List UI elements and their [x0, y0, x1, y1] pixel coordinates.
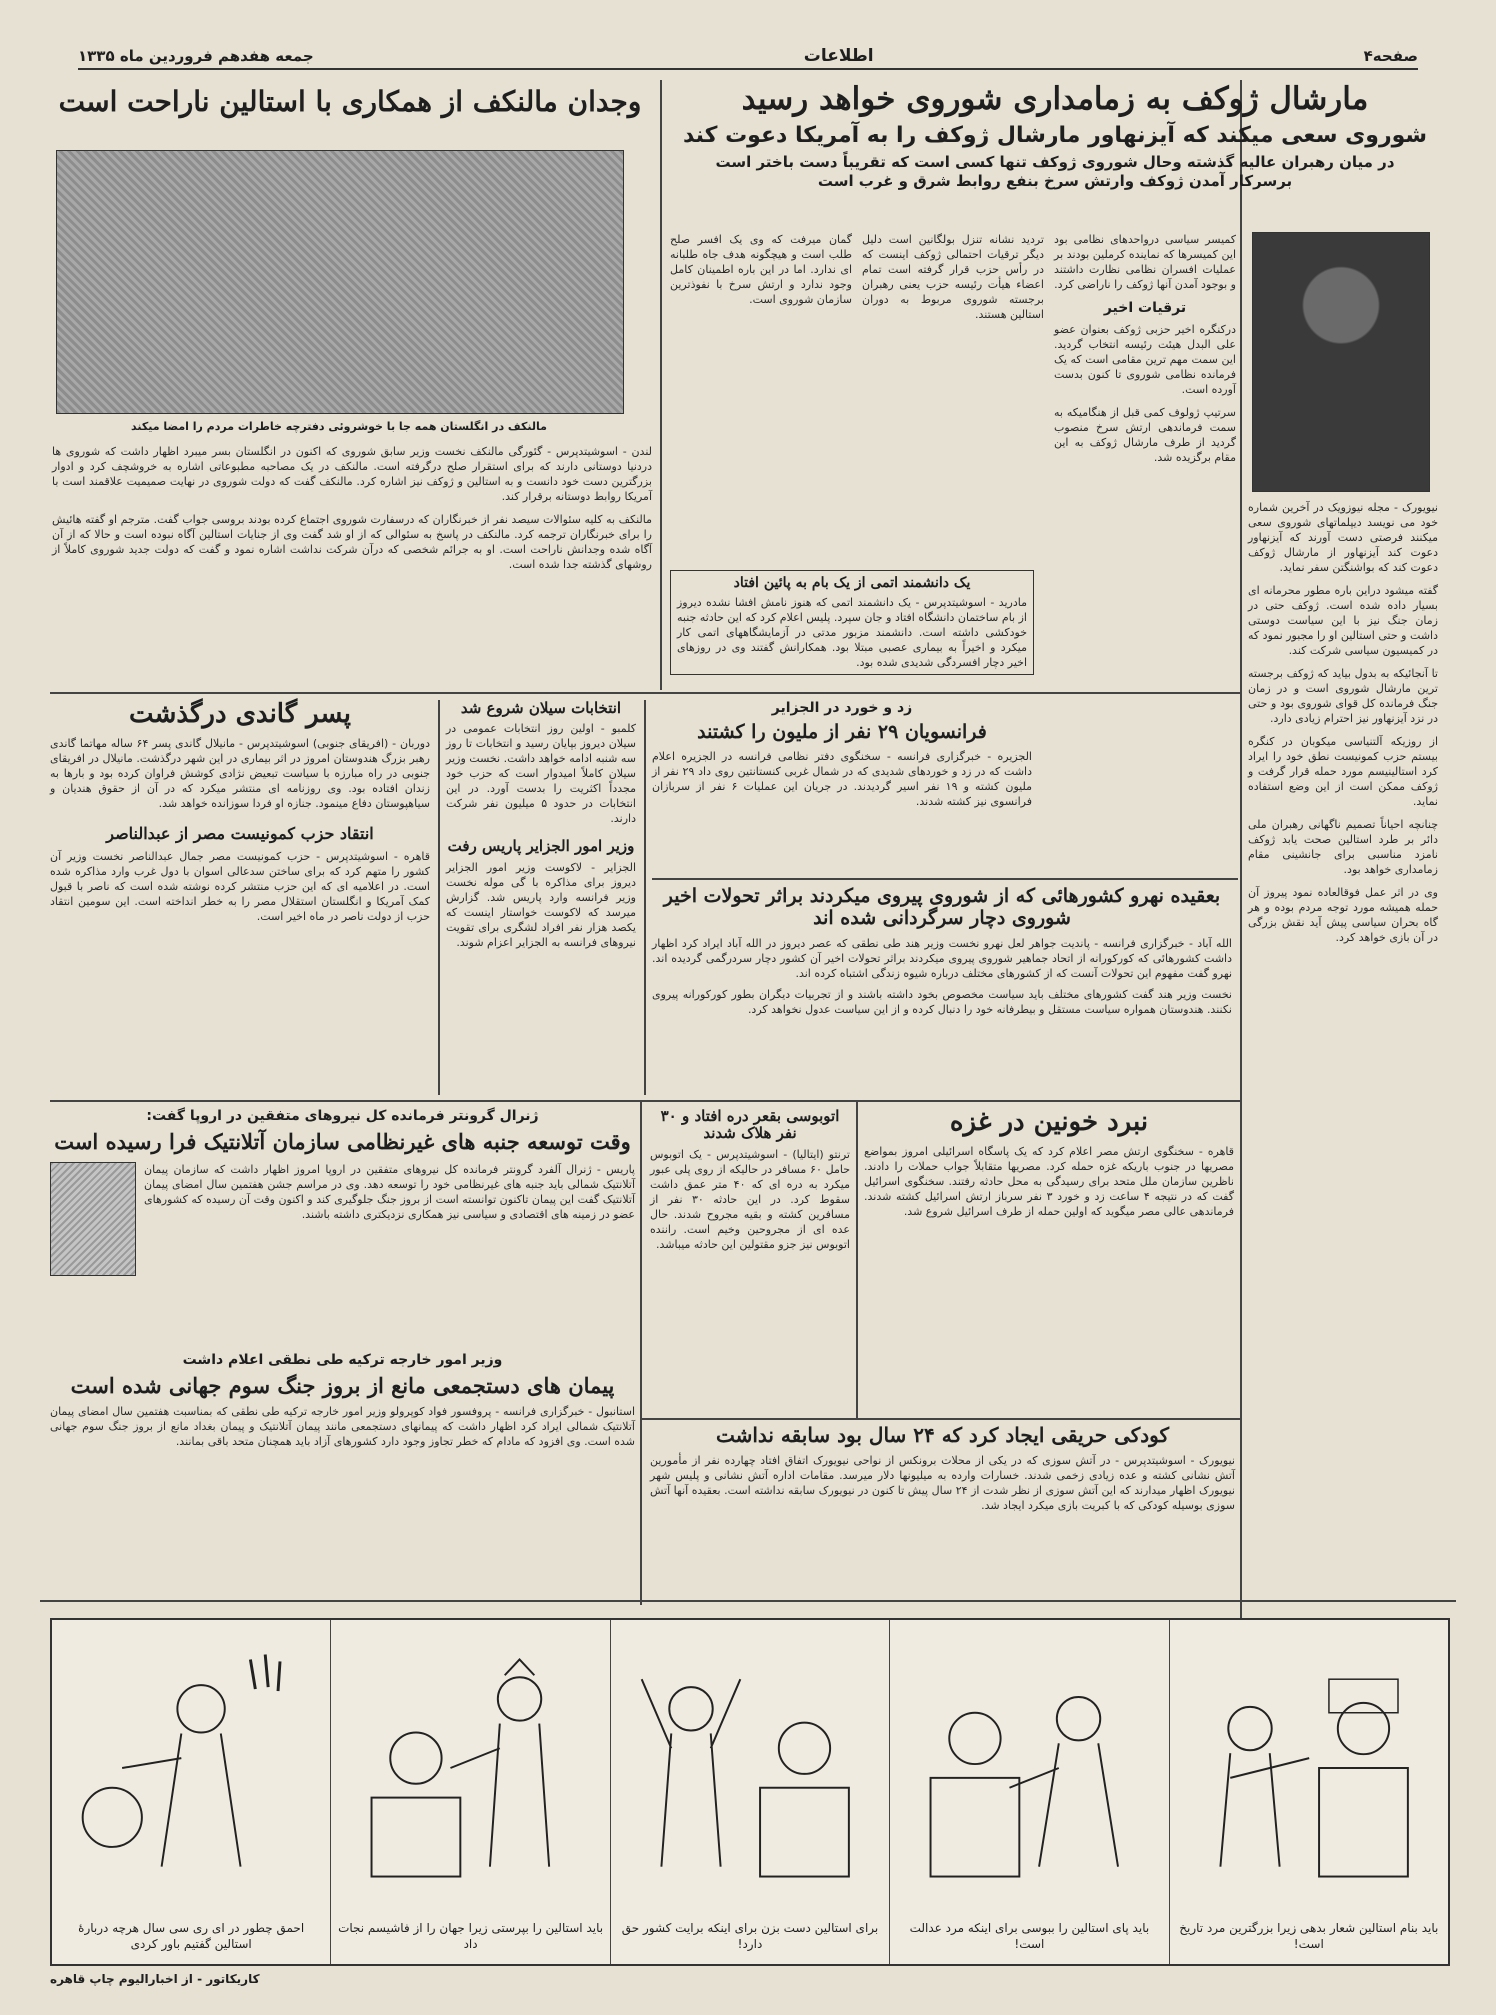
- zhukov-paragraph: تردید نشانه تنزل بولگانین است دلیل دیگر ترقیات احتمالی ژوکف اینست که در رأس حزب قرار گرفته است تمام اعضاء هیأت رئیسه حزب یعنی رهبران برجسته شوروی مربوط به دوران استالین هستند.: [862, 233, 1044, 321]
- gaza-story: [864, 1108, 1234, 1219]
- zhukov-subhead: در میان رهبران عالیه گذشته وحال شوروی ژوکف تنها کسی است که تقریباً دست باختر است: [715, 153, 1395, 172]
- cartoon-strip: [50, 1618, 1450, 1966]
- cartoon-drawing: [890, 1620, 1168, 1916]
- cartoon-credit: کاریکاتور - از اخبارالیوم چاپ قاهره: [50, 1972, 260, 1986]
- zhukov-paragraph: وی در اثر عمل فوقالعاده نمود پیروز آن حمله همیشه مورد توجه مردم بوده و هر گاه بحران سیاسی پیش آید نقش بزرگی در آن بازی خواهد کرد.: [1248, 886, 1438, 944]
- gandhi-paragraph: دوربان - (افریقای جنوبی) اسوشیتدپرس - مانیلال گاندی پسر ۶۴ ساله مهاتما گاندی رهبر بزرگ هندوستان امروز در اثر بیماری در این شهر درگذشت. مانیلال در افریقای جنوبی در راه مبارزه با سیاست تبعیض نژادی کوشش فراوان کرده بود و بارها به زندان افتاده بود. وی روزنامه ای منتشر میکرد که در آن از حقوق هندیان و سیاهپوستان دفاع مینمود. جنازه او فردا سوزانده خواهد شد.: [50, 736, 430, 810]
- ceylon-paragraph: کلمبو - اولین روز انتخابات عمومی در سیلان دیروز بپایان رسید و انتخابات تا روز سه شنبه ادامه خواهد داشت. نخست وزیر سیلان کاملاً امیدوار است که حزب خود مجدداً اکثریت را بدست آورد. در این انتخابات در حدود ۵ میلیون نفر شرکت دارند.: [446, 722, 636, 826]
- gandhi-headline: پسر گاندی درگذشت: [129, 699, 351, 729]
- malenkov-paragraph: مالنکف به کلیه سئوالات سیصد نفر از خبرنگاران که درسفارت شوروی اجتماع کرده بودند بروسی جواب گفت. مترجم او گفته هائیش را برای خبرنگاران ترجمه کرد. مالنکف در پاسخ به سئوالی که از او شد گفت وی از جنایات استالین آگاه نبوده است و حالا که از آن آگاه شده وجدانش ناراحت است. او به جرائم شخصی که درآن شرکت نداشت اشاره نمود و گفت که دولت جدید شوروی کاملاً از روشهای گذشته جدا شده است.: [52, 513, 652, 571]
- zhukov-paragraph: نیویورک - مجله نیوزویک در آخرین شماره خود می نویسد دیپلماتهای شوروی سعی میکنند فرصتی دست آورند که آیزنهاور دعوت کند آیزنهاور از مارشال ژوکف دعوت کند که بواشنگتن سفر نماید.: [1248, 501, 1438, 574]
- zhukov-paragraph: گمان میرفت که وی یک افسر صلح طلب است و هیچگونه هدف جاه طلبانه ای ندارد. اما در این باره اطمینان کامل وجود ندارد و ارتش سرخ با نفوذترین سازمان شوروی است.: [670, 233, 852, 306]
- folio-line: [78, 44, 1418, 70]
- nasser-headline: انتقاد حزب کمونیست مصر از عبدالناصر: [106, 823, 374, 843]
- cartoon-caption: باید استالین را بپرستی زیرا جهان را از فاشیسم نجات داد: [338, 1921, 604, 1951]
- zhukov-paragraph: سرتیپ ژولوف کمی قبل از هنگامیکه به سمت فرماندهی ارتش سرخ منصوب گردید از طرف مارشال ژوکف به این مقام برگزیده شد.: [1054, 405, 1236, 464]
- section-rule: [50, 1100, 1240, 1102]
- nehru-paragraph: الله آباد - خبرگزاری فرانسه - پاندیت جواهر لعل نهرو نخست وزیر هند طی نطقی که عصر دیروز در الله آباد ایراد کرد اظهار داشت کشورهائی که کورکورانه از اتحاد جماهیر شوروی پیروی میکردند براثر تحولات اخیر آن کشور دچار سردرگمی گردیده اند. نهرو گفت مفهوم این تحولات آنست که از کشورهای مختلف درباره شیوه زندگی اشتباه کرده اند.: [652, 936, 1232, 980]
- zhukov-paragraph: تا آنجائیکه به بدول بیاید که ژوکف برجسته ترین مارشال شوروی است و در زمان جنگ فرمانده کل قوای شوروی بود و حتی در نزد آیزنهاور نیز احترام زیادی دارد.: [1248, 667, 1438, 725]
- cartoon-panel: [610, 1620, 889, 1964]
- zhukov-subhead: شوروی سعی میکند که آیزنهاور مارشال ژوکف را به آمریکا دعوت کند: [682, 122, 1428, 148]
- turkey-kicker: وزیر امور خارجه ترکیه طی نطقی اعلام داشت: [182, 1352, 503, 1368]
- section-rule: [640, 1418, 1240, 1420]
- section-rule: [50, 692, 1240, 694]
- turkey-paragraph: استانبول - خبرگزاری فرانسه - پروفسور فواد کوپرولو وزیر امور خارجه ترکیه طی نطقی که بمناسبت هفتمین سال امضای پیمان آتلانتیک شمالی ایراد کرد اظهار داشت که پیمانهای دستجمعی مانند پیمان آتلانتیک و پیمان بغداد مانع از بروز جنگ سوم جهانی شده است. وی افزود که مادام که خطر تجاوز وجود دارد کشورهای آزاد باید همچنان متحد باقی بمانند.: [50, 1404, 635, 1448]
- issue-date: جمعه هفدهم فروردین ماه ۱۳۳۵: [78, 47, 314, 65]
- column-rule: [1240, 80, 1242, 1620]
- cartoon-caption: احمق چطور در ای ری سی سال هرچه دربارهٔ استالین گفتیم باور کردی: [78, 1921, 305, 1951]
- paper-name: اطلاعات: [803, 46, 874, 66]
- gruenther-headline: وقت توسعه جنبه های غیرنظامی سازمان آتلانتیک فرا رسیده است: [54, 1128, 631, 1154]
- zhukov-column: [1248, 500, 1438, 945]
- bus-story: [650, 1108, 850, 1252]
- algeria-clash-headline: فرانسویان ۲۹ نفر از ملیون را کشتند: [697, 720, 987, 743]
- zhukov-subhead: برسرکار آمدن ژوکف وارتش سرخ بنفع روابط شرق و غرب است: [817, 171, 1293, 190]
- cartoon-panel: [330, 1620, 609, 1964]
- cartoon-drawing: [611, 1620, 889, 1916]
- zhukov-paragraph: کمیسر سیاسی درواحدهای نظامی بود این کمیسرها که نماینده کرملین بودند بر عملیات افسران نظامی نظارت داشتند و بوجود آمدن آنها ژوکف را ناراضی کرد.: [1054, 233, 1236, 291]
- malenkov-story: [50, 86, 650, 118]
- zhukov-headline: مارشال ژوکف به زمامداری شوروی خواهد رسید: [741, 81, 1369, 117]
- malenkov-headline: وجدان مالنکف از همکاری با استالین ناراحت است: [58, 85, 642, 118]
- column-rule: [856, 1100, 858, 1418]
- zhukov-paragraph: چنانچه احیاناً تصمیم ناگهانی رهبران ملی دائر بر طرد استالین صحت یابد ژوکف نامزد مناسبی برای جانشینی مقام زمامداری خواهد بود.: [1248, 818, 1438, 876]
- malenkov-photo: [56, 150, 624, 414]
- nehru-headline: بعقیده نهرو کشورهائی که از شوروی پیروی میکردند براثر تحولات اخیر شوروی دچار سرگردانی شده اند: [663, 885, 1221, 929]
- gaza-paragraph: قاهره - سخنگوی ارتش مصر اعلام کرد که یک پاسگاه اسرائیلی امروز بمواضع مصریها در جنوب باریکه غزه حمله کرد. مصریها متقابلاً جواب حملات را دادند. ناظرین سازمان ملل متحد برای رسیدگی به محل حادثه رفتند. سخنگوی اسرائیل گفت که در نتیجه ۴ ساعت زد و خورد ۳ نفر سرباز ارتش اسرائیل کشته شدند. فرماندهی عالی مصر میگوید که اولین حمله از طرف اسرائیل شروع شد.: [864, 1144, 1234, 1218]
- gruenther-kicker: ژنرال گرونتر فرمانده کل نیروهای متفقین در اروپا گفت:: [146, 1108, 539, 1124]
- gaza-headline: نبرد خونین در غزه: [949, 1107, 1149, 1137]
- fire-headline: کودکی حریقی ایجاد کرد که ۲۴ سال بود سابقه نداشت: [715, 1423, 1170, 1447]
- malenkov-paragraph: لندن - اسوشیتدپرس - گئورگی مالنکف نخست وزیر سابق شوروی که اکنون در انگلستان بسر میبرد اظهار داشت که شوروی ها دردنیا دوستانی دارند که برای استقرار صلح درگرفته است. مالنکف در یک مصاحبه مطبوعاتی اشاره به خروشچف کرد و ادوار بزرگترین دست خود دانست و به استالین و ژوکف نیز اشاره کرد. مالنکف گفت که دولت شوروی در نهایت صمیمیت علاقمند است با آمریکا روابط دوستانه برقرار کند.: [52, 445, 652, 503]
- cartoon-drawing: [52, 1620, 330, 1916]
- algeria-clash-paragraph: الجزیره - خبرگزاری فرانسه - سخنگوی دفتر نظامی فرانسه در الجزیره اعلام داشت که در زد و خوردهای شدیدی که در شمال غربی کنستانتین روی داد ۲۹ نفر از ملیون کشته و ۱۹ نفر اسیر گردیدند. در جریان این عملیات ۶ نفر از سربازان فرانسوی نیز کشته شدند.: [652, 750, 1033, 809]
- cartoon-drawing: [331, 1620, 609, 1916]
- algeria-minister-paragraph: الجزایر - لاکوست وزیر امور الجزایر دیروز برای مذاکره با گی موله نخست وزیر فرانسه وارد پاریس شد. گزارش میرسد که لاکوست خواستار اینست که یکصد هزار نفر افراد لشگری برای تقویت نیروهای فرانسه به الجزایر اعزام شوند.: [446, 860, 636, 949]
- cartoon-drawing: [1170, 1620, 1448, 1916]
- turkey-headline: پیمان های دستجمعی مانع از بروز جنگ سوم جهانی شده است: [70, 1372, 615, 1398]
- cartoon-panel: [1169, 1620, 1448, 1964]
- column-rule: [644, 700, 646, 1095]
- gruenther-story: [50, 1108, 635, 1276]
- column-rule: [660, 80, 662, 690]
- cartoon-caption: برای استالین دست بزن برای اینکه برایت کشور حق دارد!: [621, 1921, 879, 1951]
- cartoon-caption: باید بنام استالین شعار بدهی زیرا بزرگترین مرد تاریخ است!: [1179, 1921, 1439, 1951]
- algeria-clash-story: [652, 700, 1032, 809]
- zhukov-recent-head: ترقیات اخیر: [1103, 300, 1187, 316]
- nasser-paragraph: قاهره - اسوشیتدپرس - حزب کمونیست مصر جمال عبدالناصر نخست وزیر آن کشور را متهم کرد که برای ساختن سدعالی اسوان با دول غرب وارد مذاکره شده است. در اعلامیه ای که این حزب منتشر کرده نوشته شده است که ناصر با قبول کمک آمریکا و انگلستان استقلال مصر را به خطر انداخته است. این سومین انتقاد حزب از دولت ناصر در ماه اخیر است.: [50, 850, 430, 924]
- turkey-story: [50, 1352, 635, 1449]
- scientist-story: [670, 570, 1034, 675]
- malenkov-caption: مالنکف در انگلستان همه جا با خوشروئی دفترچه خاطرات مردم را امضا میکند: [131, 420, 547, 433]
- gruenther-portrait: [50, 1162, 136, 1276]
- column-rule: [438, 700, 440, 1095]
- bus-paragraph: ترنتو (ایتالیا) - اسوشیتدپرس - یک اتوبوس حامل ۶۰ مسافر در حالیکه از روی پلی عبور میکرد به دره ای که ۴۰ متر عمق داشت سقوط کرد. در این حادثه ۳۰ نفر از مسافرین کشته و بقیه مجروح شدند. حال عده ای از مجروحین وخیم است. راننده اتوبوس نیز جزو مقتولین این حادثه میباشد.: [650, 1147, 851, 1251]
- ceylon-story: [446, 700, 636, 950]
- gruenther-paragraph: پاریس - ژنرال آلفرد گرونتر فرمانده کل نیروهای متفقین در اروپا امروز اظهار داشت که سازمان پیمان آتلانتیک شمالی باید جنبه های غیرنظامی خود را توسعه دهد. وی در مراسم جشن هفتمین سال امضای پیمان آتلانتیک گفت این پیمان تاکنون توانسته است از بروز جنگ جلوگیری کند و اکنون وقت آن رسیده که کشورهای عضو در زمینه های اقتصادی و سیاسی نیز همکاری نزدیکتری داشته باشند.: [144, 1162, 635, 1221]
- fire-paragraph: نیویورک - اسوشیتدپرس - در آتش سوزی که در یکی از محلات برونکس از نواحی نیویورک اتفاق افتاد چهارده نفر از مأمورین آتش نشانی کشته و عده زیادی زخمی شدند. خسارات وارده به میلیونها دلار میرسد. مقامات اداره آتش نشانی و پلیس شهر نیویورک اظهار میدارند که این آتش سوزی از نظر شدت از ۲۴ سال پیش تا کنون در نیویورک سابقه نداشته است. بعقیده آنها آتش سوزی بوسیله کودکی که با کبریت بازی میکرد ایجاد شد.: [650, 1454, 1235, 1512]
- zhukov-paragraph: گفته میشود دراین باره مطور محرمانه ای بسیار داده شده است. ژوکف حتی در زمان جنگ نیز با این سیاست دوستی داشت و حتی استالین او را مجبور نمود که در کمیسیون سیاسی شرکت کند.: [1248, 584, 1438, 657]
- section-rule: [652, 878, 1238, 880]
- gandhi-story: [50, 700, 430, 924]
- zhukov-story: [670, 82, 1440, 191]
- malenkov-body: [52, 444, 652, 572]
- page-number: صفحه۴: [1363, 47, 1418, 65]
- cartoon-caption: باید پای استالین را ببوسی برای اینکه مرد عدالت است!: [909, 1921, 1150, 1951]
- scientist-headline: یک دانشمند اتمی از یک بام به پائین افتاد: [733, 575, 971, 591]
- cartoon-panel: [889, 1620, 1168, 1964]
- bus-headline: اتوبوسی بقعر دره افتاد و ۳۰ نفر هلاک شدند: [660, 1107, 840, 1143]
- algeria-minister-headline: وزیر امور الجزایر پاریس رفت: [447, 837, 635, 856]
- zhukov-portrait: [1252, 232, 1430, 492]
- fire-story: [650, 1424, 1235, 1513]
- scientist-paragraph: مادرید - اسوشیتدپرس - یک دانشمند اتمی که هنوز نامش افشا نشده دیروز از بام ساختمان دانشگاه افتاد و جان سپرد. پلیس اعلام کرد که این حادثه جنبه خودکشی داشته است. دانشمند مزبور مدتی در آزمایشگاههای اتمی کار میکرد و اخیراً به بیماری عصبی مبتلا بود. همکارانش گفتند وی در روزهای اخیر دچار افسردگی شدیدی شده بود.: [677, 596, 1027, 670]
- column-rule: [640, 1100, 642, 1605]
- zhukov-paragraph: از روزیکه آلتنیاسی میکوبان در کنگره بیستم حزب کمونیست نطق خود را ایراد کرد استالینیسم مورد حمله قرار گرفت و ژوکف ممکن است از این وضع استفاده نماید.: [1248, 735, 1438, 808]
- section-rule: [40, 1600, 1456, 1602]
- zhukov-columns: [670, 232, 1236, 465]
- nehru-paragraph: نخست وزیر هند گفت کشورهای مختلف باید سیاست مخصوص بخود داشته باشند و از تجربیات دیگران بطور کورکورانه پیروی نکنند. هندوستان همواره سیاست مستقل و بیطرفانه خود را دنبال کرده و از این سیاست عدول نخواهد کرد.: [652, 987, 1232, 1016]
- nehru-story: [652, 886, 1232, 1017]
- ceylon-headline: انتخابات سیلان شروع شد: [460, 699, 622, 717]
- zhukov-paragraph: درکنگره اخیر حزبی ژوکف بعنوان عضو علی البدل هیئت رئیسه انتخاب گردید. این سمت مهم ترین مقامی است که یک فرمانده نظامی شوروی تا کنون بدست آورده است.: [1054, 322, 1236, 396]
- cartoon-panel: [52, 1620, 330, 1964]
- algeria-clash-kicker: زد و خورد در الجزایر: [771, 700, 913, 716]
